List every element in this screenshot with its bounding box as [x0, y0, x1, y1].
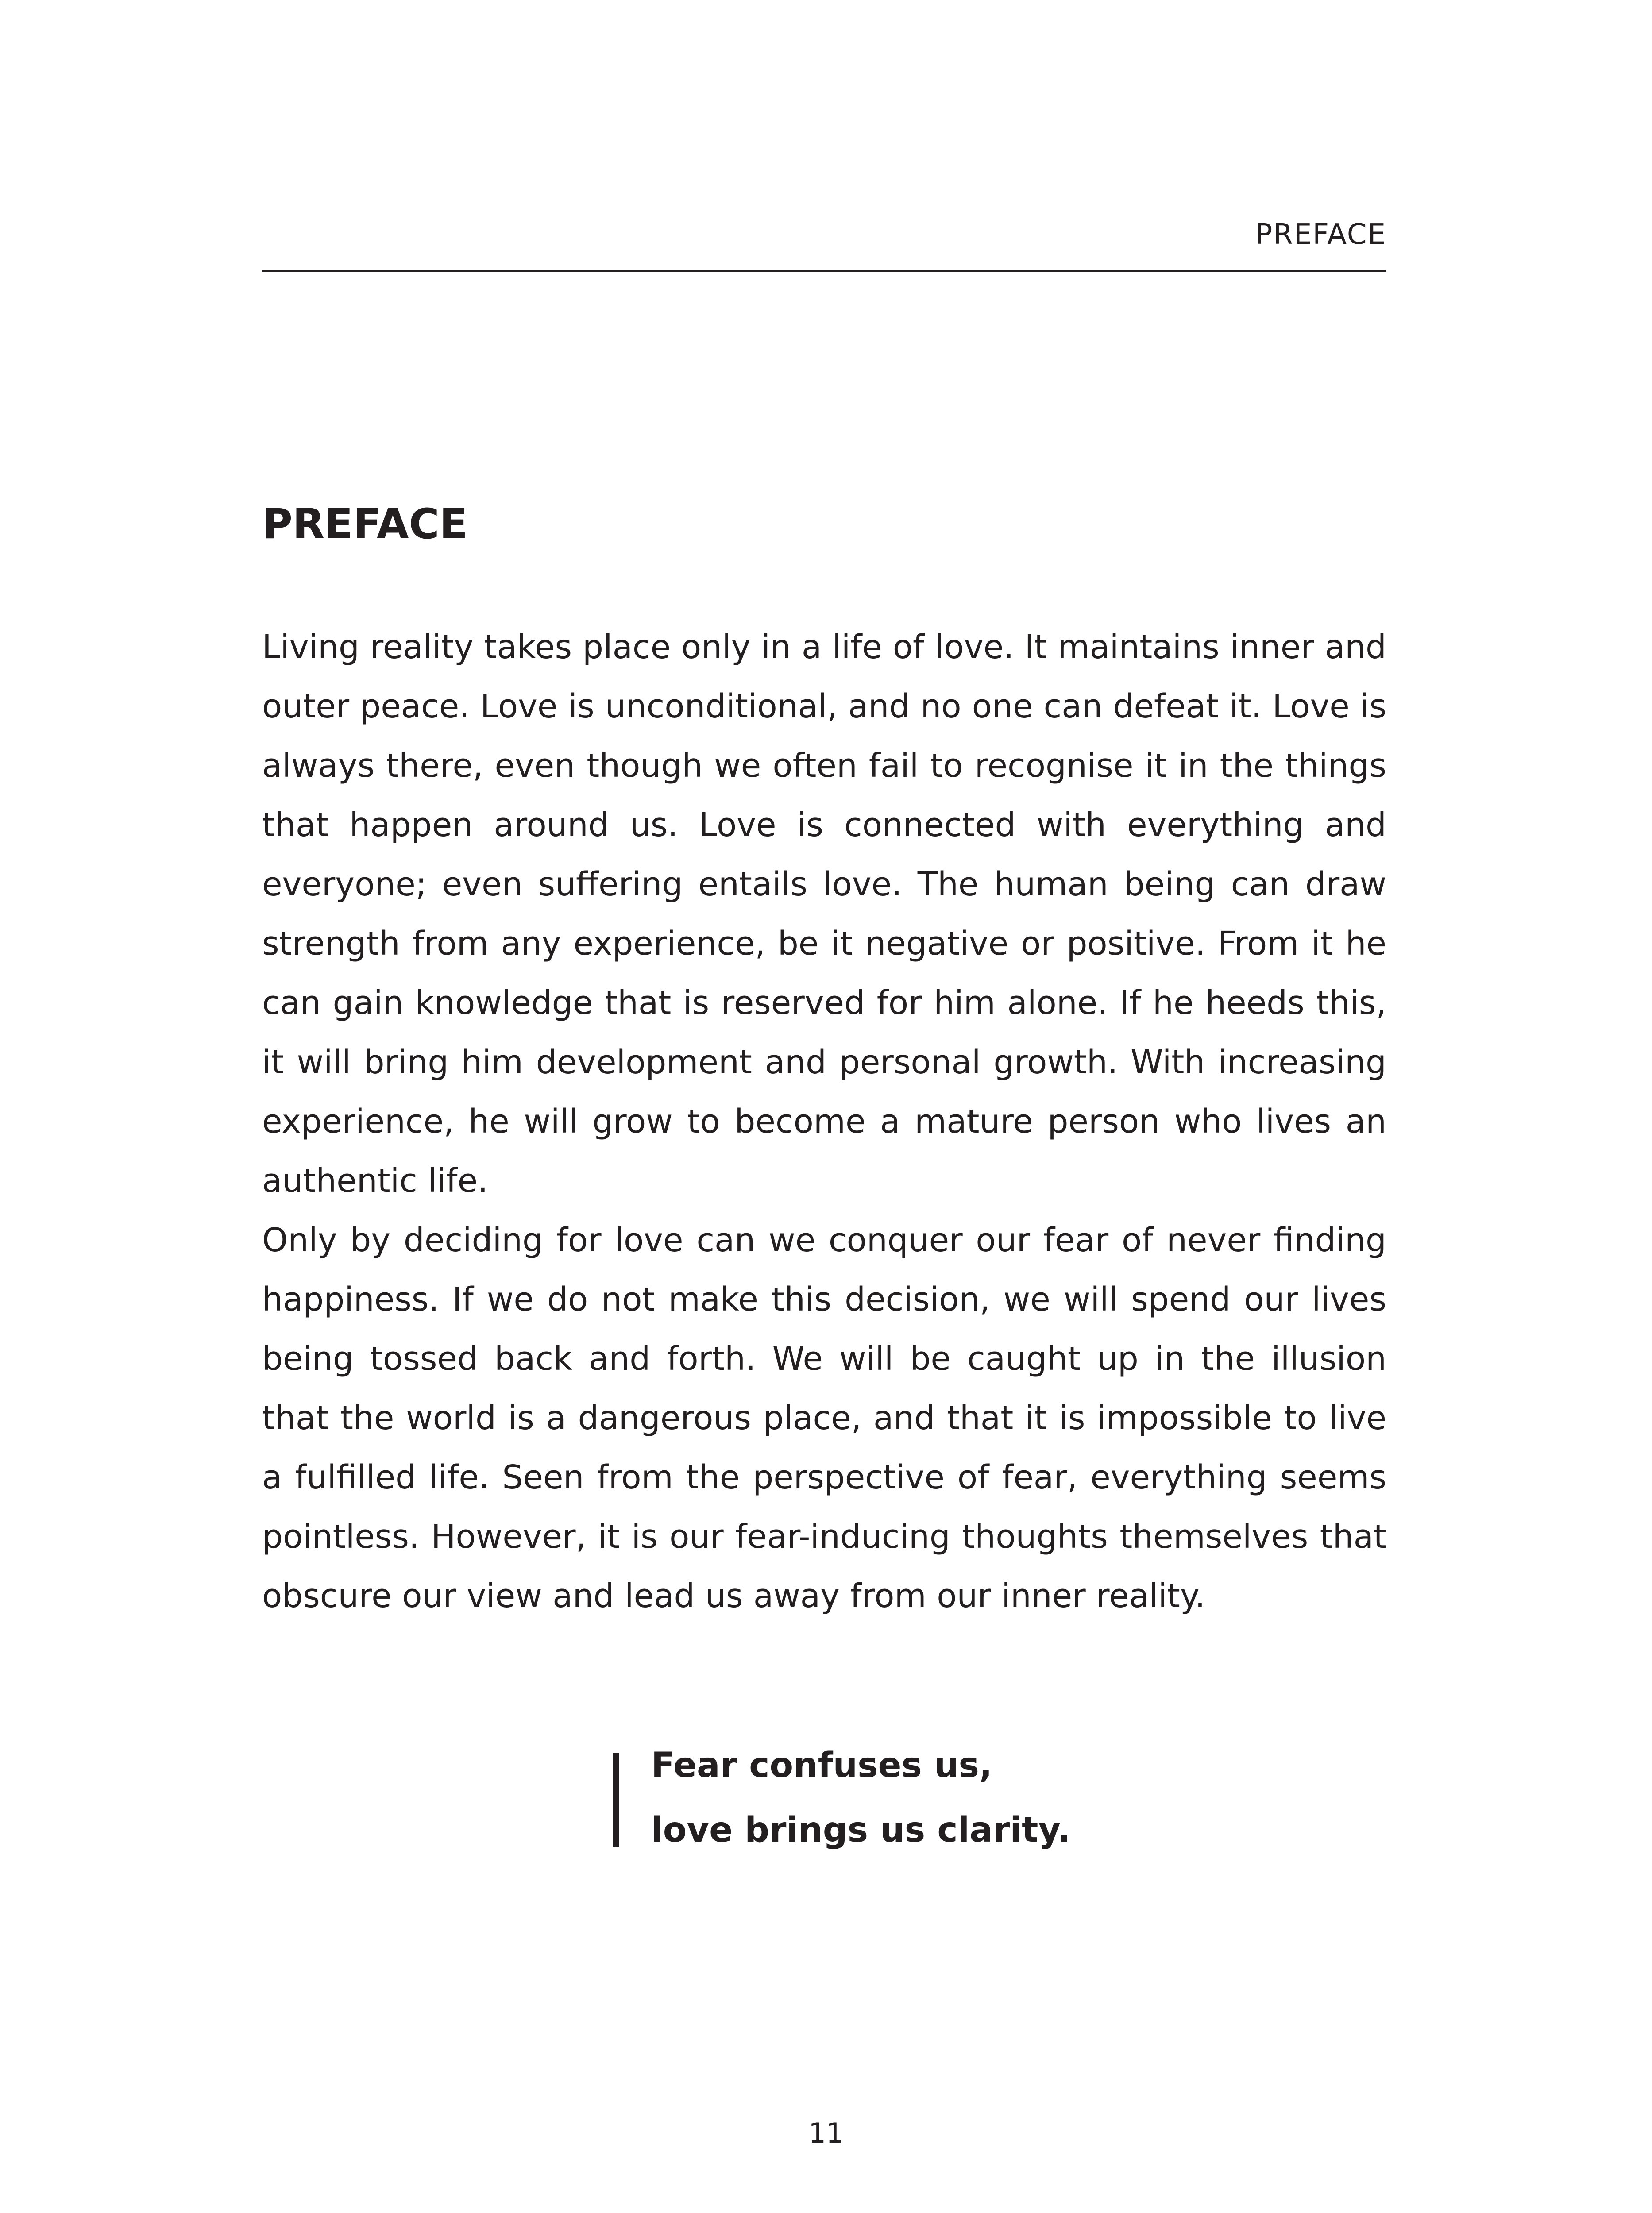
pull-quote-line: Fear confuses us, — [651, 1746, 992, 1785]
paragraph: Living reality takes place only in a life of love. It maintains inner and outer peace. Love is unconditional, and no one can defeat it. Love is always there, even though we often fail to recognise it in the things that happen around us. Love is connected with everything and everyone; even suffering entails love. The human being can draw strength from any experience, be it negative or positive. From it he can gain knowledge that is reserved for him alone. If he heeds this, it will bring him development and personal growth. With increasing experience, he will grow to become a mature person who lives an authentic life. — [262, 628, 1386, 1200]
running-header: PREFACE — [1255, 218, 1386, 251]
header-divider — [262, 270, 1386, 272]
body-text — [262, 617, 1386, 1626]
pull-quote-line: love brings us clarity. — [651, 1810, 1071, 1850]
paragraph: Only by deciding for love can we conquer our fear of never finding happiness. If we do not make this decision, we will spend our lives being tossed back and forth. We will be caught up in the illusion that the world is a dangerous place, and that it is impossible to live a fulfilled life. Seen from the perspective of fear, everything seems pointless. However, it is our fear-inducing thoughts themselves that obscure our view and lead us away from our inner reality. — [262, 1221, 1386, 1615]
page-number: 11 — [808, 2117, 844, 2149]
pull-quote — [613, 1746, 1071, 1850]
chapter-title: PREFACE — [262, 500, 468, 548]
